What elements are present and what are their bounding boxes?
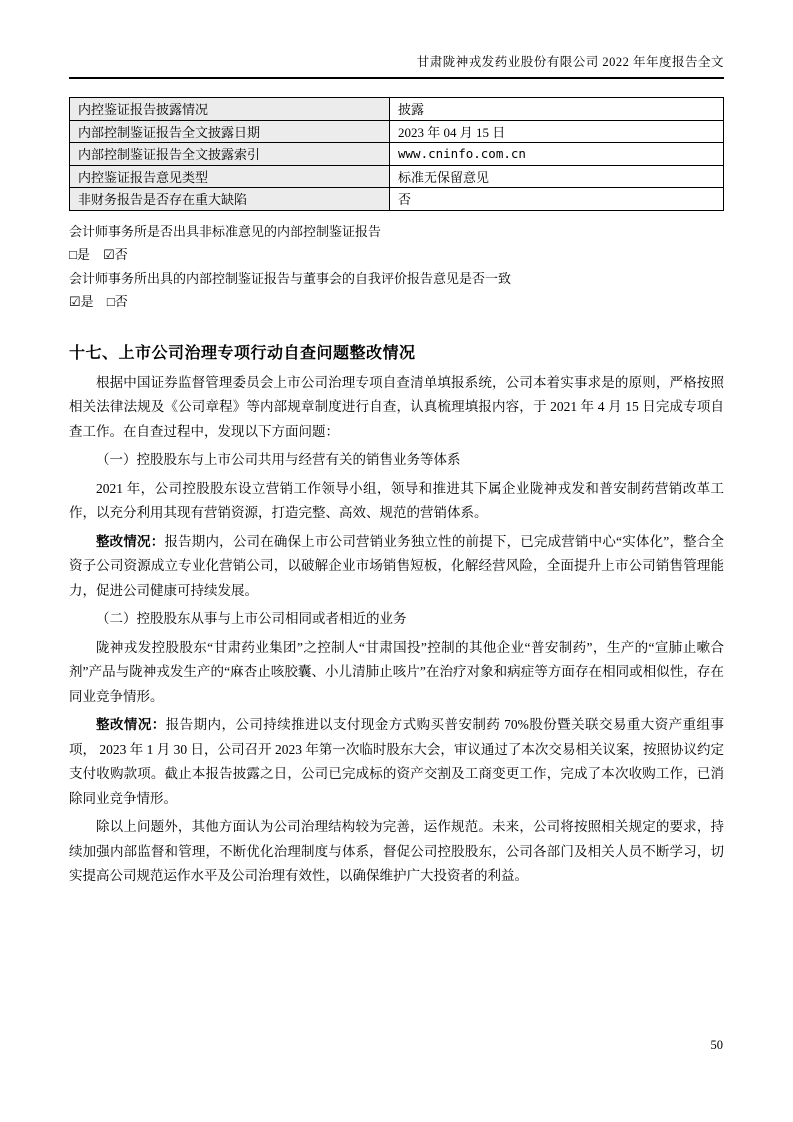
table-cell-label: 内部控制鉴证报告全文披露索引 bbox=[70, 143, 390, 166]
table-row bbox=[70, 165, 724, 188]
table-row bbox=[70, 143, 724, 166]
table-row bbox=[70, 188, 724, 211]
table-cell-value: 标准无保留意见 bbox=[390, 165, 724, 188]
table-cell-value-url: www.cninfo.com.cn bbox=[390, 143, 724, 166]
paragraph bbox=[69, 448, 724, 473]
table-row bbox=[70, 120, 724, 143]
question-text: 会计师事务所是否出具非标准意见的内部控制鉴证报告 bbox=[69, 223, 382, 239]
table-cell-label: 内控鉴证报告披露情况 bbox=[70, 98, 390, 121]
table-cell-label: 内部控制鉴证报告全文披露日期 bbox=[70, 120, 390, 143]
paragraph-text: 报告期内，公司持续推进以支付现金方式购买普安制药 70%股份暨关联交易重大资产重组事项， 2023 年 1 月 30 日，公司召开 2023 年第一次临时股东大会，审议通过了本次交易相关议案，按照协议约定支付收购款项。截止本报告披露之日，公司已完成标的资产交割及工商变更工作，完成了本次收购工作，已消除同业竞争情形。 bbox=[69, 717, 724, 806]
paragraph-text: 根据中国证券监督管理委员会上市公司治理专项自查清单填报系统，公司本着实事求是的原则，严格按照相关法律法规及《公司章程》等内部规章制度进行自查，认真梳理填报内容，于 2021 年 4 月 15 日完成专项自查工作。在自查过程中，发现以下方面问题： bbox=[69, 374, 724, 439]
table-cell-value: 2023 年 04 月 15 日 bbox=[390, 120, 724, 143]
section-body bbox=[69, 371, 724, 889]
paragraph-bold-lead: 整改情况： bbox=[96, 717, 166, 732]
page-number: 50 bbox=[710, 1038, 723, 1052]
checkbox-row bbox=[69, 290, 724, 314]
table-cell-label: 非财务报告是否存在重大缺陷 bbox=[70, 188, 390, 211]
checkbox-no-icon: □否 bbox=[106, 294, 128, 309]
checkbox-yes-icon: □是 bbox=[69, 247, 90, 262]
page-header-title: 甘肃陇神戎发药业股份有限公司 2022 年年度报告全文 bbox=[69, 0, 724, 79]
table-cell-label: 内控鉴证报告意见类型 bbox=[70, 165, 390, 188]
checkbox-no-icon: ☑否 bbox=[103, 247, 128, 262]
paragraph-text: 陇神戎发控股股东“甘肃药业集团”之控制人“甘肃国投”控制的其他企业“普安制药”，生产的“宣肺止嗽合剂”产品与陇神戎发生产的“麻杏止咳胶囊、小儿清肺止咳片”在治疗对象和病症等方面存在相同或相似性，存在同业竞争情形。 bbox=[69, 639, 724, 704]
paragraph-bold-lead: 整改情况： bbox=[96, 533, 165, 549]
paragraph-text: 2021 年，公司控股股东设立营销工作领导小组，领导和推进其下属企业陇神戎发和普安制药营销改革工作，以充分利用其现有营销资源，打造完整、高效、规范的营销体系。 bbox=[69, 480, 724, 520]
checkbox-row bbox=[69, 243, 724, 267]
paragraph-text: （一）控股股东与上市公司共用与经营有关的销售业务等体系 bbox=[96, 452, 461, 467]
table-row bbox=[70, 98, 724, 121]
paragraph bbox=[69, 815, 724, 889]
paragraph-text: 除以上问题外，其他方面认为公司治理结构较为完善，运作规范。未来，公司将按照相关规定的要求，持续加强内部监督和管理，不断优化治理制度与体系，督促公司控股股东，公司各部门及相关人员不断学习，切实提高公司规范运作水平及公司治理有效性，以确保维护广大投资者的利益。 bbox=[69, 819, 724, 883]
checkbox-questions bbox=[69, 220, 724, 314]
paragraph-text: 报告期内，公司在确保上市公司营销业务独立性的前提下，已完成营销中心“实体化”，整合全资子公司资源成立专业化营销公司，以破解企业市场销售短板，化解经营风险，全面提升上市公司销售管理能力，促进公司健康可持续发展。 bbox=[69, 533, 725, 598]
paragraph bbox=[69, 371, 724, 445]
paragraph bbox=[69, 477, 724, 526]
paragraph bbox=[69, 530, 724, 604]
paragraph-text: （二）控股股东从事与上市公司相同或者相近的业务 bbox=[96, 611, 407, 626]
table-cell-value: 披露 bbox=[390, 98, 724, 121]
checkbox-yes-icon: ☑是 bbox=[69, 294, 94, 309]
table-cell-value: 否 bbox=[390, 188, 724, 211]
paragraph bbox=[69, 636, 724, 710]
paragraph bbox=[69, 713, 724, 811]
question-text: 会计师事务所出具的内部控制鉴证报告与董事会的自我评价报告意见是否一致 bbox=[69, 270, 512, 286]
paragraph bbox=[69, 607, 724, 632]
internal-control-table bbox=[69, 97, 724, 211]
section-heading: 十七、上市公司治理专项行动自查问题整改情况 bbox=[69, 344, 416, 362]
